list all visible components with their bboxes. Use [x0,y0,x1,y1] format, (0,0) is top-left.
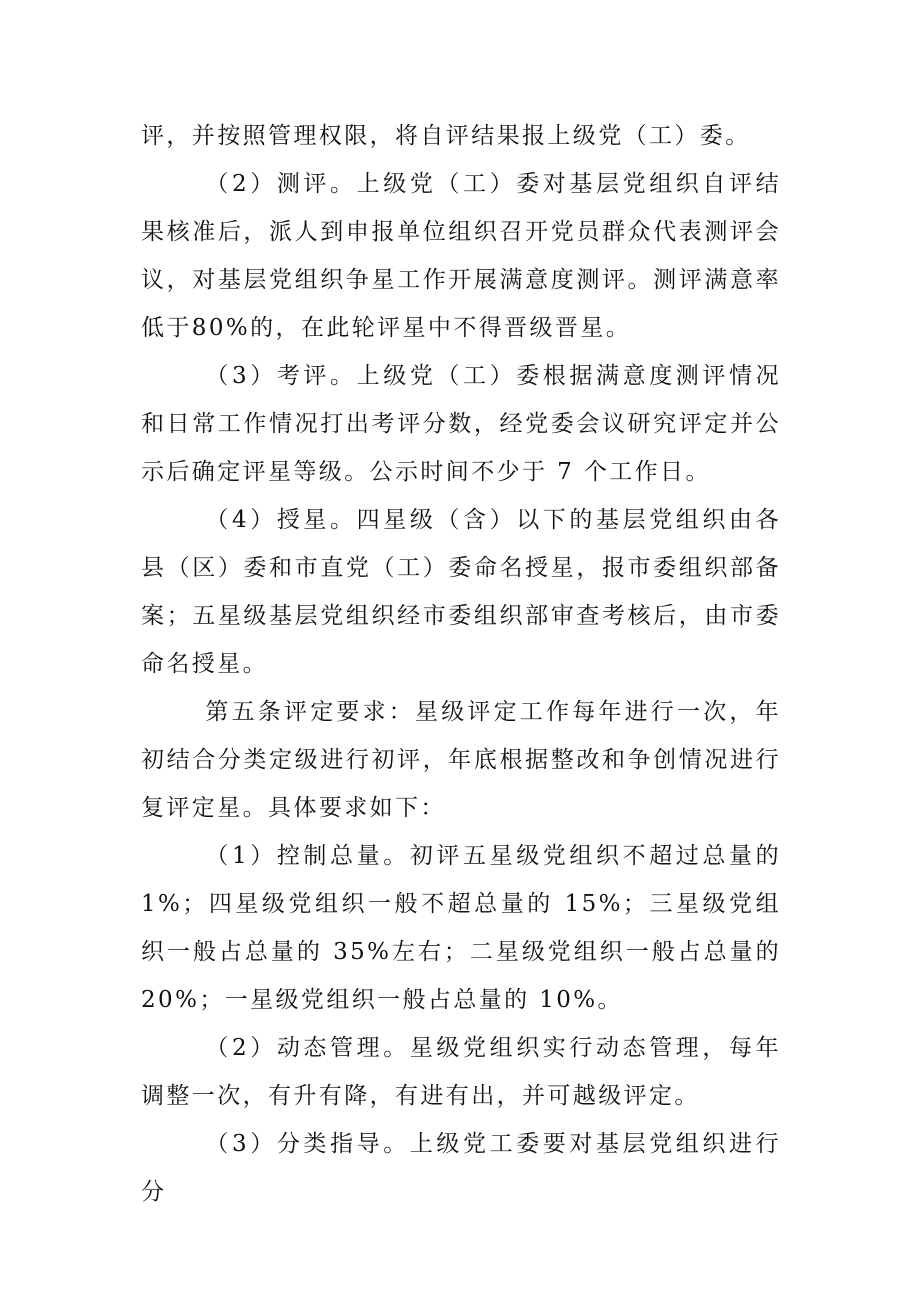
paragraph-evaluation-survey: （2）测评。上级党（工）委对基层党组织自评结果核准后，派人到申报单位组织召开党员群众代表测评会议，对基层党组织争星工作开展满意度测评。测评满意率低于80%的，在此轮评星中不得晋级晋星。 [141,171,781,341]
paragraph-assessment-scoring: （3）考评。上级党（工）委根据满意度测评情况和日常工作情况打出考评分数，经党委会议研究评定并公示后确定评星等级。公示时间不少于 7 个工作日。 [141,363,781,485]
paragraph-continuation: 评，并按照管理权限，将自评结果报上级党（工）委。 [141,123,751,149]
paragraph-star-awarding: （4）授星。四星级（含）以下的基层党组织由各县（区）委和市直党（工）委命名授星，报市委组织部备案；五星级基层党组织经市委组织部审查考核后，由市委命名授星。 [141,507,781,677]
paragraph-dynamic-management: （2）动态管理。星级党组织实行动态管理，每年调整一次，有升有降，有进有出，并可越级评定。 [141,1035,781,1109]
paragraph-classified-guidance: （3）分类指导。上级党工委要对基层党组织进行分 [141,1131,781,1205]
paragraph-quota-control: （1）控制总量。初评五星级党组织不超过总量的 1%；四星级党组织一般不超总量的 15%；三星级党组织一般占总量的 35%左右；二星级党组织一般占总量的 20%；一星级党组织一般占总量的 10%。 [141,843,791,1013]
document-body [141,112,791,1216]
paragraph-article-five: 第五条评定要求：星级评定工作每年进行一次，年初结合分类定级进行初评，年底根据整改和争创情况进行复评定星。具体要求如下： [141,699,781,821]
